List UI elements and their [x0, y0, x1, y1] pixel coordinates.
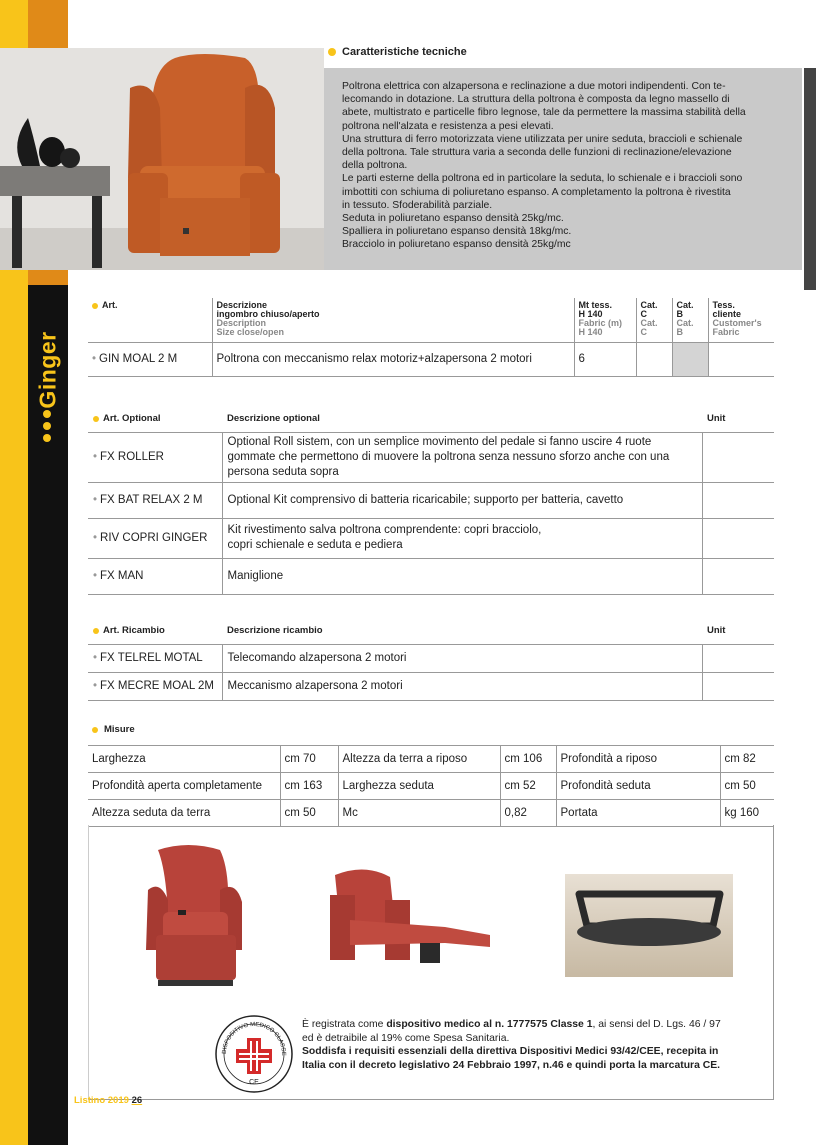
spec-line: Le parti esterne della poltrona ed in particolare la seduta, lo schienale e i braccioli sono: [342, 173, 743, 185]
article-catb: [672, 342, 708, 376]
table-row: [88, 773, 774, 800]
col-catb-header: Cat. B Cat. B: [672, 298, 708, 342]
spec-line: della poltrona.: [342, 160, 408, 172]
spec-line: abete, multistrato e particelle fibro legnose, tale da permettere la massima stabilità della: [342, 107, 746, 119]
table-row: [88, 644, 774, 672]
table-row: [88, 672, 774, 700]
optional-desc-header: Descrizione optional: [222, 406, 702, 432]
measure-value: cm 70: [280, 746, 338, 773]
table-row: [88, 342, 774, 376]
table-row: [88, 432, 774, 482]
ricambio-code: • FX TELREL MOTAL: [88, 644, 222, 672]
spec-line: imbottiti con schiuma di poliuretano espanso. A completamento la poltrona è rivestita: [342, 186, 731, 198]
chair-recline-image: [325, 865, 500, 975]
optional-code: • FX ROLLER: [88, 432, 222, 482]
table-row: [88, 746, 774, 773]
ricambio-desc: Meccanismo alzapersona 2 motori: [222, 672, 702, 700]
col-mt-header: Mt tess. H 140 Fabric (m) H 140: [574, 298, 636, 342]
ricambio-desc-header: Descrizione ricambio: [222, 618, 702, 644]
col-desc-header: Descrizione ingombro chiuso/aperto Description Size close/open: [212, 298, 574, 342]
measure-value: cm 52: [500, 773, 556, 800]
optional-unit: [702, 482, 774, 518]
measure-label: Larghezza: [88, 746, 280, 773]
sidebar-product-title: Ginger: [34, 331, 61, 409]
spec-line: della poltrona. Tale struttura varia a seconda delle funzioni di reclinazione/elevazione: [342, 147, 732, 159]
spec-line: lecomando in dotazione. La struttura della poltrona è composta da legno massello di: [342, 94, 730, 106]
spec-box-edge: [804, 68, 816, 290]
measure-label: Profondità aperta completamente: [88, 773, 280, 800]
spec-line: Seduta in poliuretano espanso densità 25kg/mc.: [342, 213, 564, 225]
ricambio-unit: [702, 644, 774, 672]
page-number: 26: [131, 1095, 143, 1106]
measure-label: Profondità a riposo: [556, 746, 720, 773]
page-footer: Listino 2019 26: [74, 1095, 143, 1106]
optional-desc: Optional Roll sistem, con un semplice movimento del pedale si fanno uscire 4 ruote gommate che permettono di muovere la poltrona senza nessuno sforzo anche con una persona seduta sopra: [222, 432, 702, 482]
measure-value: cm 163: [280, 773, 338, 800]
article-desc: Poltrona con meccanismo relax motoriz+alzapersona 2 motori: [212, 342, 574, 376]
measure-label: Altezza da terra a riposo: [338, 746, 500, 773]
spec-line: poltrona nell'alzata e resistenza a pesi elevati.: [342, 120, 554, 132]
spec-line: Spalliera in poliuretano espanso densità 18kg/mc.: [342, 226, 572, 238]
measure-value: kg 160: [720, 800, 774, 827]
article-table: [88, 298, 774, 377]
product-photo: [0, 48, 324, 270]
measure-label: Portata: [556, 800, 720, 827]
col-tess-header: Tess. cliente Customer's Fabric: [712, 300, 762, 337]
table-row: [88, 800, 774, 827]
spec-line: Una struttura di ferro motorizzata viene utilizzata per unire seduta, braccioli e schienale: [342, 133, 743, 145]
optional-code: • FX MAN: [88, 558, 222, 594]
ricambio-code: • FX MECRE MOAL 2M: [88, 672, 222, 700]
svg-text:CE: CE: [249, 1079, 259, 1086]
optional-desc: Optional Kit comprensivo di batteria ricaricabile; supporto per batteria, cavetto: [222, 482, 702, 518]
measure-value: cm 106: [500, 746, 556, 773]
article-tess: [708, 342, 774, 376]
optional-unit: [702, 432, 774, 482]
spec-line: Bracciolo in poliuretano espanso densità 25kg/mc: [342, 239, 571, 251]
table-row: [88, 558, 774, 594]
measure-value: cm 50: [280, 800, 338, 827]
measure-label: Profondità seduta: [556, 773, 720, 800]
measures-title: Misure: [92, 724, 135, 735]
measures-table: [88, 745, 774, 827]
measure-label: Mc: [338, 800, 500, 827]
spec-heading: Caratteristiche tecniche: [328, 46, 467, 58]
ricambio-table: [88, 618, 774, 701]
handle-image: [565, 874, 733, 977]
svg-text:DISPOSITIVO MEDICO CLASSE 1: DISPOSITIVO MEDICO CLASSE: [221, 1021, 287, 1056]
article-code: • GIN MOAL 2 M: [88, 342, 212, 376]
medical-device-seal: [214, 1014, 294, 1094]
article-catc: [636, 342, 672, 376]
medical-certification-text: È registrata come dispositivo medico al n. 1777575 Classe 1, ai sensi del D. Lgs. 46 / 97 ed è detraibile al 19% come Spesa Sanitaria. Soddisfa i requisiti essenziali della direttiva Dispositivi Medici 93/42/CEE, recepita in Italia con il decreto legislativo 24 Febbraio 1997, n.46 e quindi porta la marcatura CE.: [302, 1019, 721, 1071]
measure-value: 0,82: [500, 800, 556, 827]
optional-desc: Maniglione: [222, 558, 702, 594]
optional-unit: [702, 558, 774, 594]
optional-unit-header: Unit: [702, 406, 774, 432]
table-row: [88, 482, 774, 518]
ricambio-desc: Telecomando alzapersona 2 motori: [222, 644, 702, 672]
spec-line: in tessuto. Sfoderabilità parziale.: [342, 199, 493, 211]
measure-label: Larghezza seduta: [338, 773, 500, 800]
ricambio-art-header: Art. Ricambio: [88, 618, 222, 644]
table-row: [88, 518, 774, 558]
measure-value: cm 82: [720, 746, 774, 773]
spec-line: Poltrona elettrica con alzapersona e reclinazione a due motori indipendenti. Con te-: [342, 81, 726, 92]
optional-table: [88, 406, 774, 595]
measure-value: cm 50: [720, 773, 774, 800]
sidebar-dots: [43, 410, 53, 446]
ricambio-unit: [702, 672, 774, 700]
spec-text: [342, 80, 782, 252]
optional-code: • FX BAT RELAX 2 M: [88, 482, 222, 518]
chair-lift-image: [138, 840, 258, 1000]
col-art-header: Art.: [88, 298, 212, 342]
article-mt: 6: [574, 342, 636, 376]
ricambio-unit-header: Unit: [702, 618, 774, 644]
col-catc-header: Cat. C Cat. C: [636, 298, 672, 342]
optional-code: • RIV COPRI GINGER: [88, 518, 222, 558]
optional-art-header: Art. Optional: [88, 406, 222, 432]
measure-label: Altezza seduta da terra: [88, 800, 280, 827]
optional-unit: [702, 518, 774, 558]
optional-desc: Kit rivestimento salva poltrona comprendente: copri bracciolo, copri schienale e seduta e pediera: [222, 518, 702, 558]
